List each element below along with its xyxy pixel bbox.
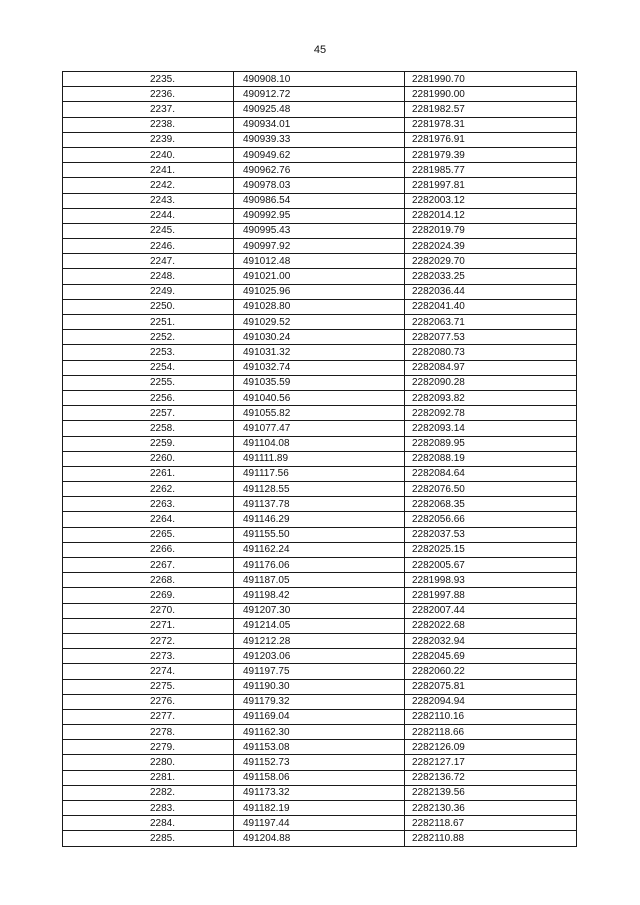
x-coordinate-cell: 491187.05 [234,573,405,588]
point-number-cell: 2265. [63,527,234,542]
point-number-cell: 2248. [63,269,234,284]
table-row [63,330,577,345]
y-coordinate-cell: 2282136.72 [405,770,577,785]
table-body [63,72,577,847]
point-number-cell: 2266. [63,542,234,557]
y-coordinate-cell: 2282075.81 [405,679,577,694]
point-number-cell: 2279. [63,740,234,755]
x-coordinate-cell: 491117.56 [234,466,405,481]
table-row [63,664,577,679]
x-coordinate-cell: 491028.80 [234,299,405,314]
point-number-cell: 2273. [63,649,234,664]
table-row [63,223,577,238]
point-number-cell: 2252. [63,330,234,345]
table-row [63,315,577,330]
table-row [63,117,577,132]
point-number-cell: 2256. [63,390,234,405]
x-coordinate-cell: 491032.74 [234,360,405,375]
table-row [63,451,577,466]
point-number-cell: 2274. [63,664,234,679]
y-coordinate-cell: 2281976.91 [405,132,577,147]
x-coordinate-cell: 491182.19 [234,801,405,816]
y-coordinate-cell: 2282014.12 [405,208,577,223]
point-number-cell: 2258. [63,421,234,436]
y-coordinate-cell: 2282037.53 [405,527,577,542]
x-coordinate-cell: 491031.32 [234,345,405,360]
y-coordinate-cell: 2282088.19 [405,451,577,466]
point-number-cell: 2271. [63,618,234,633]
y-coordinate-cell: 2282003.12 [405,193,577,208]
table-row [63,360,577,375]
table-row [63,102,577,117]
x-coordinate-cell: 491162.24 [234,542,405,557]
table-row [63,147,577,162]
y-coordinate-cell: 2282093.14 [405,421,577,436]
x-coordinate-cell: 491040.56 [234,390,405,405]
point-number-cell: 2280. [63,755,234,770]
table-row [63,755,577,770]
table-row [63,284,577,299]
point-number-cell: 2235. [63,72,234,87]
y-coordinate-cell: 2282022.68 [405,618,577,633]
point-number-cell: 2239. [63,132,234,147]
table-row [63,816,577,831]
point-number-cell: 2245. [63,223,234,238]
table-row [63,178,577,193]
x-coordinate-cell: 491214.05 [234,618,405,633]
x-coordinate-cell: 491128.55 [234,482,405,497]
point-number-cell: 2255. [63,375,234,390]
y-coordinate-cell: 2282024.39 [405,239,577,254]
table-row [63,163,577,178]
x-coordinate-cell: 490986.54 [234,193,405,208]
table-row [63,390,577,405]
x-coordinate-cell: 491021.00 [234,269,405,284]
x-coordinate-cell: 491203.06 [234,649,405,664]
point-number-cell: 2246. [63,239,234,254]
x-coordinate-cell: 491158.06 [234,770,405,785]
table-row [63,132,577,147]
point-number-cell: 2269. [63,588,234,603]
point-number-cell: 2267. [63,558,234,573]
x-coordinate-cell: 491176.06 [234,558,405,573]
table-row [63,588,577,603]
x-coordinate-cell: 491179.32 [234,694,405,709]
table-row [63,785,577,800]
coordinates-table [62,71,577,847]
x-coordinate-cell: 491111.89 [234,451,405,466]
y-coordinate-cell: 2282068.35 [405,497,577,512]
y-coordinate-cell: 2282139.56 [405,785,577,800]
table-row [63,406,577,421]
y-coordinate-cell: 2281990.00 [405,87,577,102]
y-coordinate-cell: 2282029.70 [405,254,577,269]
y-coordinate-cell: 2281985.77 [405,163,577,178]
x-coordinate-cell: 491055.82 [234,406,405,421]
y-coordinate-cell: 2282084.64 [405,466,577,481]
y-coordinate-cell: 2282032.94 [405,633,577,648]
point-number-cell: 2283. [63,801,234,816]
y-coordinate-cell: 2282084.97 [405,360,577,375]
x-coordinate-cell: 491012.48 [234,254,405,269]
x-coordinate-cell: 490934.01 [234,117,405,132]
table-row [63,466,577,481]
x-coordinate-cell: 491197.75 [234,664,405,679]
y-coordinate-cell: 2282130.36 [405,801,577,816]
x-coordinate-cell: 491204.88 [234,831,405,846]
point-number-cell: 2275. [63,679,234,694]
y-coordinate-cell: 2282093.82 [405,390,577,405]
point-number-cell: 2281. [63,770,234,785]
y-coordinate-cell: 2282110.88 [405,831,577,846]
table-row [63,770,577,785]
table-row [63,208,577,223]
x-coordinate-cell: 490925.48 [234,102,405,117]
y-coordinate-cell: 2282025.15 [405,542,577,557]
point-number-cell: 2241. [63,163,234,178]
point-number-cell: 2250. [63,299,234,314]
point-number-cell: 2251. [63,315,234,330]
x-coordinate-cell: 490997.92 [234,239,405,254]
x-coordinate-cell: 491030.24 [234,330,405,345]
x-coordinate-cell: 491029.52 [234,315,405,330]
x-coordinate-cell: 491035.59 [234,375,405,390]
point-number-cell: 2238. [63,117,234,132]
x-coordinate-cell: 491173.32 [234,785,405,800]
point-number-cell: 2244. [63,208,234,223]
y-coordinate-cell: 2281990.70 [405,72,577,87]
point-number-cell: 2240. [63,147,234,162]
table-row [63,740,577,755]
table-row [63,725,577,740]
point-number-cell: 2261. [63,466,234,481]
y-coordinate-cell: 2282110.16 [405,709,577,724]
point-number-cell: 2278. [63,725,234,740]
x-coordinate-cell: 491190.30 [234,679,405,694]
table-row [63,72,577,87]
table-row [63,618,577,633]
table-row [63,694,577,709]
y-coordinate-cell: 2282060.22 [405,664,577,679]
y-coordinate-cell: 2282019.79 [405,223,577,238]
x-coordinate-cell: 491152.73 [234,755,405,770]
table-row [63,709,577,724]
y-coordinate-cell: 2282033.25 [405,269,577,284]
x-coordinate-cell: 491197.44 [234,816,405,831]
table-row [63,87,577,102]
x-coordinate-cell: 491155.50 [234,527,405,542]
point-number-cell: 2270. [63,603,234,618]
table-row [63,603,577,618]
y-coordinate-cell: 2282041.40 [405,299,577,314]
y-coordinate-cell: 2282118.66 [405,725,577,740]
y-coordinate-cell: 2282077.53 [405,330,577,345]
x-coordinate-cell: 491146.29 [234,512,405,527]
y-coordinate-cell: 2282005.67 [405,558,577,573]
y-coordinate-cell: 2282036.44 [405,284,577,299]
y-coordinate-cell: 2282056.66 [405,512,577,527]
y-coordinate-cell: 2281979.39 [405,147,577,162]
point-number-cell: 2257. [63,406,234,421]
y-coordinate-cell: 2282007.44 [405,603,577,618]
x-coordinate-cell: 490962.76 [234,163,405,178]
x-coordinate-cell: 490995.43 [234,223,405,238]
point-number-cell: 2284. [63,816,234,831]
x-coordinate-cell: 491104.08 [234,436,405,451]
x-coordinate-cell: 491137.78 [234,497,405,512]
table-row [63,436,577,451]
x-coordinate-cell: 491198.42 [234,588,405,603]
table-row [63,497,577,512]
y-coordinate-cell: 2281997.81 [405,178,577,193]
table-row [63,679,577,694]
point-number-cell: 2237. [63,102,234,117]
table-row [63,345,577,360]
x-coordinate-cell: 490939.33 [234,132,405,147]
x-coordinate-cell: 491212.28 [234,633,405,648]
point-number-cell: 2254. [63,360,234,375]
y-coordinate-cell: 2282045.69 [405,649,577,664]
table-row [63,527,577,542]
y-coordinate-cell: 2282126.09 [405,740,577,755]
x-coordinate-cell: 491162.30 [234,725,405,740]
point-number-cell: 2259. [63,436,234,451]
y-coordinate-cell: 2282094.94 [405,694,577,709]
point-number-cell: 2247. [63,254,234,269]
table-row [63,558,577,573]
page-number: 45 [313,44,327,56]
table-row [63,421,577,436]
table-row [63,633,577,648]
x-coordinate-cell: 490908.10 [234,72,405,87]
table-row [63,542,577,557]
y-coordinate-cell: 2282076.50 [405,482,577,497]
x-coordinate-cell: 490912.72 [234,87,405,102]
table-row [63,831,577,846]
point-number-cell: 2264. [63,512,234,527]
y-coordinate-cell: 2281978.31 [405,117,577,132]
table-row [63,649,577,664]
point-number-cell: 2249. [63,284,234,299]
x-coordinate-cell: 491207.30 [234,603,405,618]
point-number-cell: 2243. [63,193,234,208]
y-coordinate-cell: 2282092.78 [405,406,577,421]
table-row [63,375,577,390]
table-row [63,254,577,269]
y-coordinate-cell: 2282089.95 [405,436,577,451]
y-coordinate-cell: 2281997.88 [405,588,577,603]
table-row [63,512,577,527]
y-coordinate-cell: 2282118.67 [405,816,577,831]
point-number-cell: 2253. [63,345,234,360]
table-row [63,239,577,254]
table-row [63,573,577,588]
y-coordinate-cell: 2282063.71 [405,315,577,330]
y-coordinate-cell: 2282090.28 [405,375,577,390]
point-number-cell: 2282. [63,785,234,800]
table-row [63,482,577,497]
point-number-cell: 2268. [63,573,234,588]
y-coordinate-cell: 2281982.57 [405,102,577,117]
point-number-cell: 2260. [63,451,234,466]
y-coordinate-cell: 2282080.73 [405,345,577,360]
point-number-cell: 2262. [63,482,234,497]
x-coordinate-cell: 491169.04 [234,709,405,724]
table-row [63,269,577,284]
table-row [63,299,577,314]
point-number-cell: 2236. [63,87,234,102]
point-number-cell: 2242. [63,178,234,193]
y-coordinate-cell: 2281998.93 [405,573,577,588]
table-row [63,801,577,816]
point-number-cell: 2272. [63,633,234,648]
x-coordinate-cell: 491077.47 [234,421,405,436]
x-coordinate-cell: 490992.95 [234,208,405,223]
x-coordinate-cell: 491153.08 [234,740,405,755]
x-coordinate-cell: 490949.62 [234,147,405,162]
point-number-cell: 2285. [63,831,234,846]
x-coordinate-cell: 491025.96 [234,284,405,299]
point-number-cell: 2276. [63,694,234,709]
y-coordinate-cell: 2282127.17 [405,755,577,770]
point-number-cell: 2263. [63,497,234,512]
point-number-cell: 2277. [63,709,234,724]
x-coordinate-cell: 490978.03 [234,178,405,193]
table-row [63,193,577,208]
